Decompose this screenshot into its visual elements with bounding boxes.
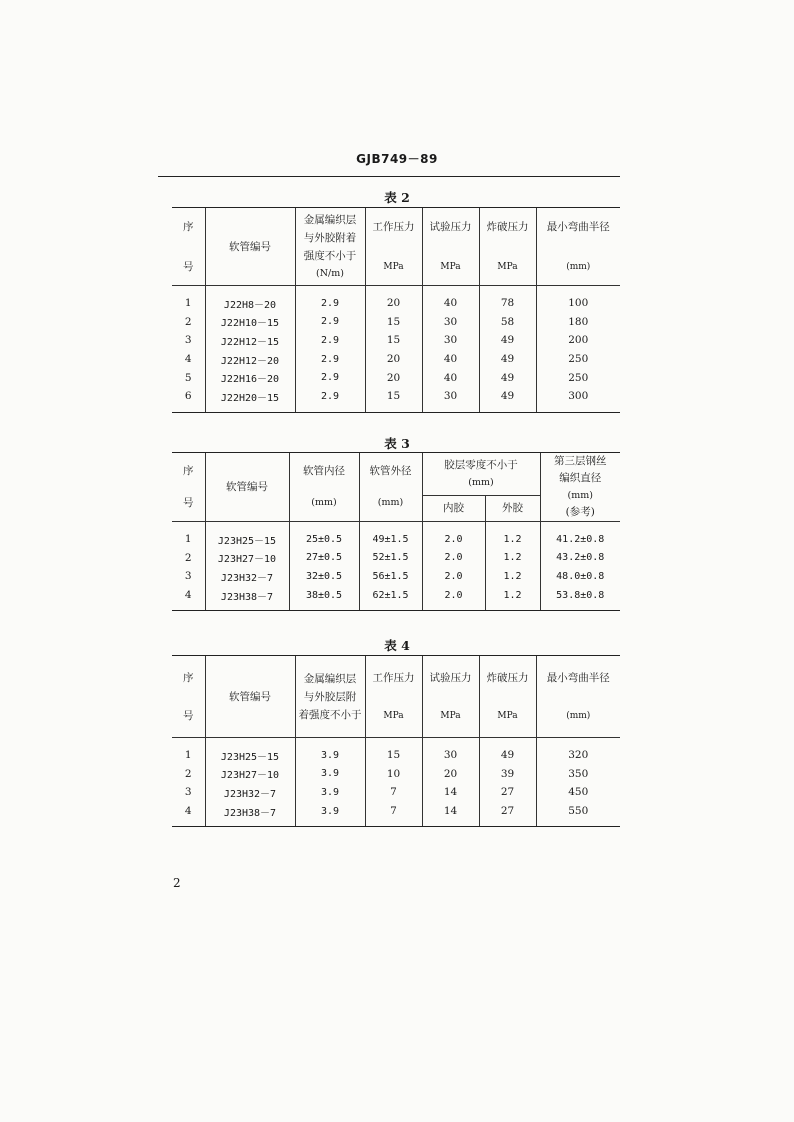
table4-head-seq: 序 号: [172, 656, 205, 738]
table2-caption: 表 2: [384, 190, 410, 205]
page-number: 2: [173, 876, 181, 890]
table3-head-rubber-outer: 外胶: [485, 495, 540, 521]
table3-head-outer: 软管外径 (mm): [359, 453, 422, 522]
table4: [172, 655, 620, 827]
table3-head-inner: 软管内径 (mm): [289, 453, 359, 522]
table4-head-test: 试验压力 MPa: [422, 656, 479, 738]
table-row: 4 J23H38－7 3.9 7 14 27 550: [172, 802, 620, 827]
table-row: 1 J23H25－15 3.9 15 30 49 320: [172, 738, 620, 765]
table4-head-bend: 最小弯曲半径 (mm): [536, 656, 620, 738]
table2-head-test: 试验压力 MPa: [422, 208, 479, 286]
table-row: 6 J22H20－15 2.9 15 30 49 300: [172, 387, 620, 412]
table-row: 2 J22H10－15 2.9 15 30 58 180: [172, 313, 620, 332]
table4-head-burst: 炸破压力 MPa: [479, 656, 536, 738]
table4-head-working: 工作压力 MPa: [365, 656, 422, 738]
table3-head-hose: 软管编号: [205, 453, 289, 522]
table-row: 4 J22H12－20 2.9 20 40 49 250: [172, 350, 620, 369]
table-row: 2 J23H27－10 3.9 10 20 39 350: [172, 765, 620, 784]
table-row: 1 J23H25－15 25±0.5 49±1.5 2.0 1.2 41.2±0.8: [172, 522, 620, 549]
table3-head-seq: 序 号: [172, 453, 205, 522]
table3-head-rubber-inner: 内胶: [422, 495, 485, 521]
table-row: 3 J23H32－7 3.9 7 14 27 450: [172, 783, 620, 802]
table4-head-adhesion: 金属编织层 与外胶层附 着强度不小于: [295, 656, 365, 738]
table-row: 1 J22H8－20 2.9 20 40 78 100: [172, 286, 620, 313]
table4-head-hose: 软管编号: [205, 656, 295, 738]
table2-head-working: 工作压力 MPa: [365, 208, 422, 286]
table2: [172, 207, 620, 413]
table2-head-seq: 序 号: [172, 208, 205, 286]
table3-head-wire: 第三层钢丝 编织直径 (mm) (参考): [540, 453, 620, 522]
table3-head-rubber: 胶层零度不小于 (mm): [422, 453, 540, 496]
header-rule: [158, 176, 620, 177]
table2-head-burst: 炸破压力 MPa: [479, 208, 536, 286]
table-row: 5 J22H16－20 2.9 20 40 49 250: [172, 368, 620, 387]
table-row: 2 J23H27－10 27±0.5 52±1.5 2.0 1.2 43.2±0.8: [172, 549, 620, 568]
table-row: 3 J22H12－15 2.9 15 30 49 200: [172, 331, 620, 350]
table3: [172, 452, 620, 611]
table-row: 4 J23H38－7 38±0.5 62±1.5 2.0 1.2 53.8±0.8: [172, 586, 620, 611]
table2-head-adhesion: 金属编织层 与外胶附着 强度不小于 (N/m): [295, 208, 365, 286]
document-code: GJB749－89: [356, 152, 438, 166]
table2-head-hose: 软管编号: [205, 208, 295, 286]
table4-caption: 表 4: [384, 638, 410, 653]
table2-head-bend: 最小弯曲半径 (mm): [536, 208, 620, 286]
table3-caption: 表 3: [384, 436, 410, 451]
table-row: 3 J23H32－7 32±0.5 56±1.5 2.0 1.2 48.0±0.8: [172, 567, 620, 586]
